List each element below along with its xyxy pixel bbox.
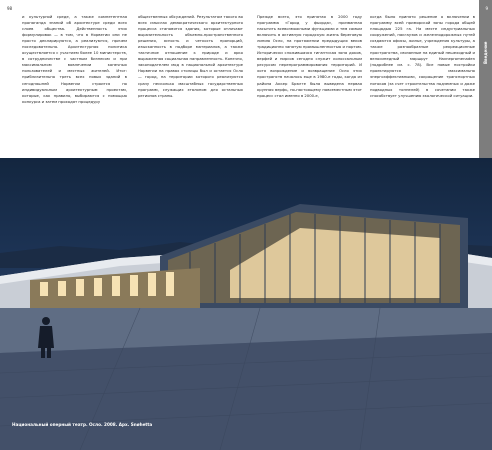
section-label: Введение	[483, 41, 488, 64]
text-column-4: когда было принято решение о включении в программу всей приморской зоны города общей площадью 225 га. На месте индустриальных сооружений, пакгаузов и железнодорожных путей создаются офисы, жилье, учреждения культуры, а также разнообразные рекреационные пространства, связанные на единый пешеходный и велосипедный маршрут Havnepromenaden (подробнее см. с. 78). Все новые постройки проектируются максимально энергоэффективными, сокращение транспортных потоков (за счет строительства подземных и даже подводных тоннелей) в сочетании также способствует улучшению экологической ситуации.	[370, 14, 475, 98]
text-column-3: Прежде всего, это принятая в 2000 году программа «Город у фьорда», призванная насытить всевозможными функциями и тем самым включить в активную городскую жизнь береговую линию Осло, на протяжении предыдущих веков традиционно занятую промышленностью и портом. Исторически сложившаяся гигантская зона доков, верфей и пирсов сегодня служит колоссальным ресурсом перепрограммирования территорий. И хотя возрождение и возвращение Осло этих пространств началось еще в 1980-е годы, когда из района Аккер Брюгге была выведена первая крупная верфь, по-настоящему повсеместным этот процесс стал именно в 2000-е,	[257, 14, 362, 98]
opera-house-photo	[0, 158, 492, 450]
text-column-1: и культурной среде, а также компетентная пропаганда знаний об архитектуре среди всех слоев общества. Действенность этих формулировок — в том, что в Норвегии они не просто декларируются, а реализуются, причем последовательно. Архитектурная политика осуществляется с участием более 10 министерств, в сотрудничестве с частным бизнесом и при максимальном вовлечении конечных пользователей и местных жителей. Итог: приблизительно треть всех новых зданий в сегодняшней Норвегии строится по индивидуальным архитектурным проектам, которые, как правило, выбираются с помощью конкурса и затем проходят процедуру	[22, 14, 127, 104]
text-column-2: общественных обсуждений. Результатом такого во всех смыслах демократического архитектурного процесса становятся здания, которые отличают выразительность объемно-пространственного решения, ясность и четкость пропорций, изысканность в подборе материалов, а также тактичное отношение к природе и ярко выраженная социальная направленность. Конечно, законодателем мод в национальной архитектуре Норвегии на правах столицы был и остается Осло — город, на территории которого реализуются сразу несколько масштабных государственных программ, служащих эталоном для остальных регионов страны.	[138, 14, 243, 98]
opera-house-illustration	[0, 158, 492, 450]
page-number: 98	[7, 6, 13, 11]
section-side-tab	[479, 0, 492, 158]
photo-caption: Национальный оперный театр. Осло. 2008. Арх. Snøhetta	[12, 422, 153, 427]
text-columns	[22, 14, 477, 164]
section-number: 9	[485, 6, 488, 11]
